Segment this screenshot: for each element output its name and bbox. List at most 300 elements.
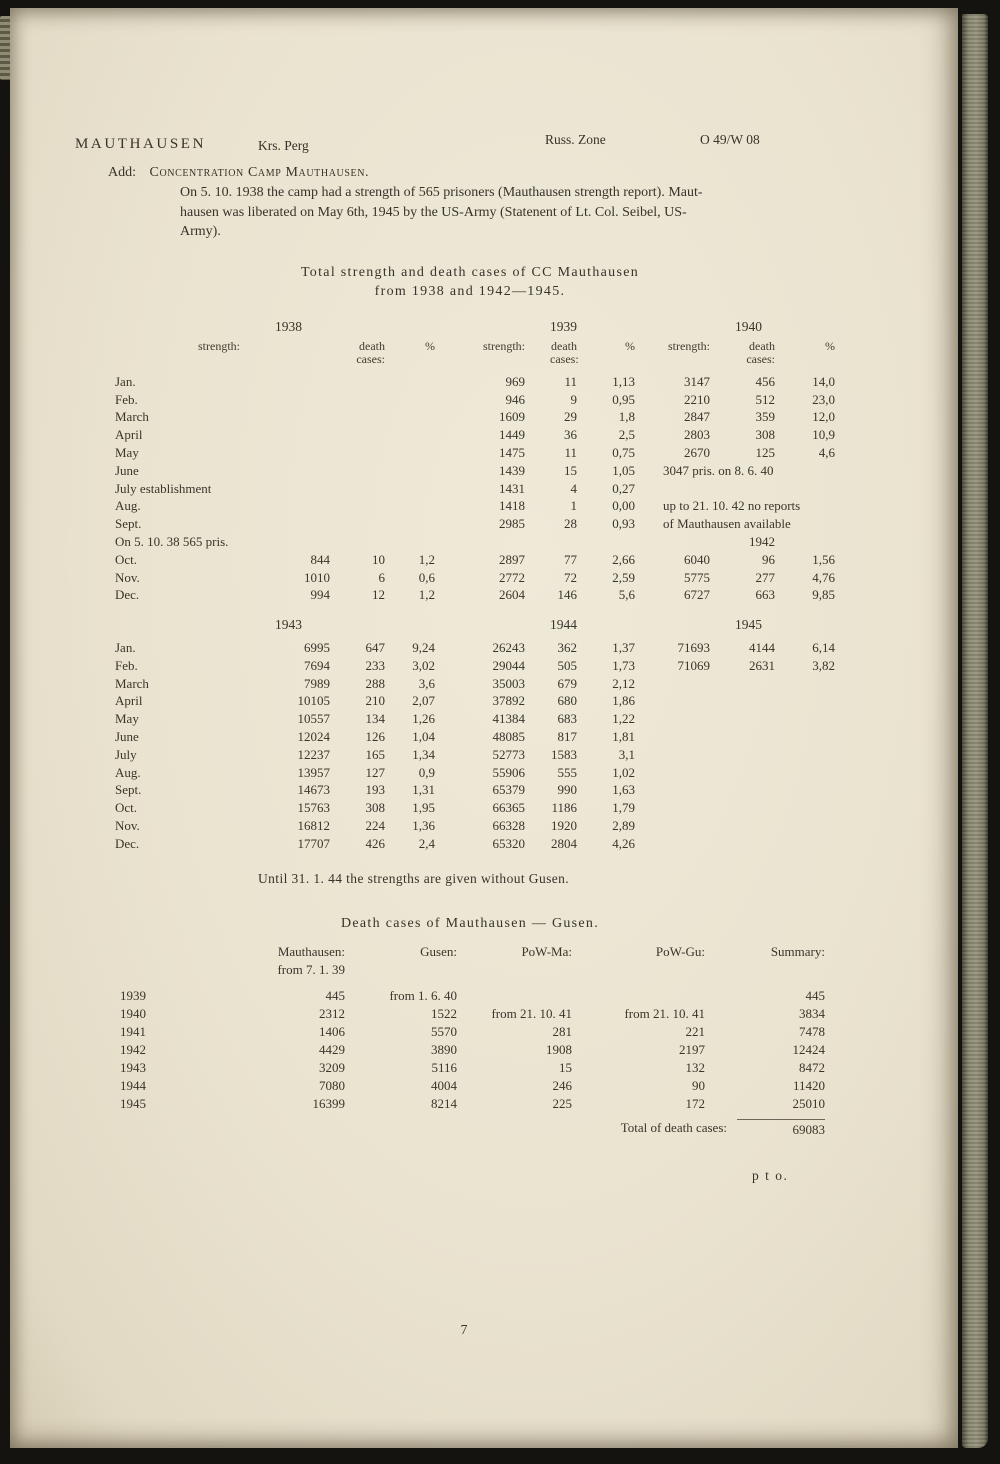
data-cell [410, 480, 460, 498]
column-header: Gusen: [420, 944, 457, 959]
row-label-month: April [115, 693, 143, 709]
data-cell: 7989 [304, 675, 330, 691]
row-label-year: 1941 [120, 1024, 146, 1039]
column-header-deaths [735, 340, 800, 366]
spacer-cell [602, 318, 660, 336]
column-header-deaths [355, 340, 410, 366]
data-cell: 4,26 [612, 835, 635, 851]
data-cell: 505 [557, 657, 577, 673]
data-cell: 1,26 [412, 711, 435, 727]
data-cell: 2,89 [612, 817, 635, 833]
data-cell [410, 391, 460, 409]
data-cell [800, 764, 860, 782]
data-cell: 680 [557, 693, 577, 709]
column-header-percent: % [625, 338, 635, 353]
data-cell: 1,34 [412, 746, 435, 762]
data-cell: 2,5 [618, 427, 635, 443]
row-label-year: 1944 [120, 1078, 146, 1093]
data-cell: 127 [365, 764, 385, 780]
data-cell: 5,6 [618, 587, 635, 603]
data-cell: 2804 [551, 835, 577, 851]
data-cell: 25010 [792, 1096, 825, 1111]
data-cell [735, 799, 800, 817]
map-reference-code: O 49/W 08 [700, 132, 760, 147]
data-cell: 7694 [304, 657, 330, 673]
data-cell: 4,76 [812, 569, 835, 585]
column-header-deaths-line2: cases: [550, 351, 579, 366]
page-number: 7 [460, 1322, 468, 1337]
row-label-month: Feb. [115, 657, 138, 673]
data-cell [660, 692, 735, 710]
data-cell [800, 533, 860, 551]
data-cell: 10105 [297, 693, 330, 709]
spacer-cell [457, 961, 572, 979]
data-cell: 456 [755, 373, 775, 389]
row-label-month: Dec. [115, 835, 140, 851]
data-cell: 1920 [551, 817, 577, 833]
please-turn-over: p t o. [752, 1168, 789, 1183]
data-cell: 9,85 [812, 587, 835, 603]
row-label-month: Jan. [115, 373, 136, 389]
data-cell [572, 987, 705, 1005]
data-cell: 2,12 [612, 675, 635, 691]
data-cell: 224 [365, 817, 385, 833]
data-cell: 6040 [684, 551, 710, 567]
data-cell [275, 391, 355, 409]
data-cell [800, 781, 860, 799]
data-cell: 17707 [297, 835, 330, 851]
data-cell: 1,81 [612, 728, 635, 744]
data-cell: 0,00 [612, 498, 635, 514]
data-cell: 359 [755, 409, 775, 425]
data-cell: 1,2 [418, 551, 435, 567]
data-cell: 4004 [431, 1078, 457, 1093]
data-cell: 1,86 [612, 693, 635, 709]
data-cell: 2312 [319, 1006, 345, 1021]
data-cell: 0,93 [612, 516, 635, 532]
column-header: PoW-Gu: [655, 944, 705, 959]
year-label: 1945 [735, 617, 762, 633]
data-cell: 1,79 [612, 800, 635, 816]
spacer-cell [105, 318, 275, 336]
data-cell: 308 [755, 427, 775, 443]
spacer-cell [660, 616, 735, 634]
data-cell: 288 [365, 675, 385, 691]
data-cell [355, 444, 410, 462]
spacer-cell [355, 318, 410, 336]
data-cell [660, 675, 735, 693]
data-cell: 125 [755, 444, 775, 460]
data-cell [800, 728, 860, 746]
document-page [10, 8, 958, 1448]
data-cell [550, 533, 602, 551]
data-cell: 193 [365, 782, 385, 798]
data-cell: 10557 [297, 711, 330, 727]
data-cell [275, 497, 355, 515]
data-cell [410, 533, 460, 551]
strength-table [105, 318, 860, 853]
data-cell: 1522 [431, 1006, 457, 1021]
data-cell: 132 [685, 1060, 705, 1075]
data-cell [660, 799, 735, 817]
data-cell: 1,31 [412, 782, 435, 798]
data-cell: 96 [762, 551, 775, 567]
data-cell: 6995 [304, 639, 330, 655]
data-cell [410, 426, 460, 444]
row-label-year: 1945 [120, 1096, 146, 1111]
data-cell: 12237 [297, 746, 330, 762]
data-cell: 1,2 [418, 587, 435, 603]
data-cell: 66328 [492, 817, 525, 833]
data-cell [275, 408, 355, 426]
data-cell: 2604 [499, 587, 525, 603]
data-cell [355, 497, 410, 515]
data-cell [355, 391, 410, 409]
data-cell: 37892 [492, 693, 525, 709]
data-cell: 663 [755, 587, 775, 603]
data-cell: 2670 [684, 444, 710, 460]
data-cell: 1439 [499, 462, 525, 478]
spacer-cell [800, 318, 860, 336]
data-cell: 1908 [546, 1042, 572, 1057]
data-cell [275, 373, 355, 391]
data-cell [410, 373, 460, 391]
data-cell: 48085 [492, 728, 525, 744]
row-label-month: June [115, 728, 139, 744]
row-label-month: Nov. [115, 569, 140, 585]
data-note: up to 21. 10. 42 no reports [663, 498, 801, 514]
data-cell: 1 [570, 498, 577, 514]
gusen-table [112, 943, 825, 1139]
data-cell: 15 [559, 1060, 572, 1075]
column-header: PoW-Ma: [521, 944, 572, 959]
data-cell [800, 675, 860, 693]
data-cell: 71693 [677, 639, 710, 655]
data-cell: 146 [557, 587, 577, 603]
data-cell [355, 480, 410, 498]
data-cell [735, 746, 800, 764]
data-cell: 126 [365, 728, 385, 744]
data-cell: 1,36 [412, 817, 435, 833]
data-cell: 0,9 [418, 764, 435, 780]
data-cell: 3,1 [618, 746, 635, 762]
data-cell: 1,13 [612, 373, 635, 389]
spacer-cell [460, 616, 550, 634]
column-header-deaths [550, 340, 602, 366]
data-cell [410, 515, 460, 533]
data-cell [275, 444, 355, 462]
data-cell: 647 [365, 639, 385, 655]
data-cell: 0,95 [612, 391, 635, 407]
column-subheader: from 7. 1. 39 [277, 962, 345, 977]
spacer-cell [112, 961, 242, 979]
data-cell: 26243 [492, 639, 525, 655]
data-cell [355, 426, 410, 444]
paragraph-line: hausen was liberated on May 6th, 1945 by the US-Army (Statenent of Lt. Col. Seibel, US- [180, 204, 687, 220]
data-cell: 233 [365, 657, 385, 673]
total-label: Total of death cases: [620, 1120, 727, 1135]
data-cell: 210 [365, 693, 385, 709]
column-header-deaths-line1: death [551, 338, 577, 353]
data-cell: 3890 [431, 1042, 457, 1057]
row-label-year: 1942 [120, 1042, 146, 1057]
spacer-cell [410, 318, 460, 336]
row-spacer [112, 979, 825, 987]
data-cell: 10 [372, 551, 385, 567]
data-cell: 6 [378, 569, 385, 585]
data-cell [275, 533, 355, 551]
data-cell [800, 710, 860, 728]
data-cell: 5775 [684, 569, 710, 585]
data-cell: 11420 [792, 1078, 825, 1093]
data-cell [457, 987, 572, 1005]
row-label-month: May [115, 444, 139, 460]
row-label-month: Dec. [115, 587, 140, 603]
spacer-cell [275, 340, 355, 366]
row-label-month: On 5. 10. 38 565 pris. [115, 533, 229, 549]
data-cell [800, 799, 860, 817]
strength-table-title [75, 263, 865, 301]
spacer-cell [460, 318, 550, 336]
data-cell [410, 462, 460, 480]
data-cell: 1475 [499, 444, 525, 460]
data-cell [800, 746, 860, 764]
data-cell: 969 [505, 373, 525, 389]
data-cell: 66365 [492, 800, 525, 816]
row-label-month: May [115, 711, 139, 727]
data-cell [660, 728, 735, 746]
spacer-cell [105, 616, 275, 634]
data-cell: 445 [325, 988, 345, 1003]
data-cell [660, 835, 735, 853]
row-label-month: Nov. [115, 817, 140, 833]
data-cell: 1942 [749, 533, 775, 549]
data-cell [800, 480, 860, 498]
data-cell: 65379 [492, 782, 525, 798]
spacer-cell [112, 943, 242, 961]
row-label-month: Oct. [115, 800, 138, 816]
data-cell [660, 764, 735, 782]
data-cell: 3,02 [412, 657, 435, 673]
data-cell: 16399 [312, 1096, 345, 1111]
row-label-month: March [115, 409, 149, 425]
data-cell [660, 480, 735, 498]
data-cell: 683 [557, 711, 577, 727]
data-cell: 1431 [499, 480, 525, 496]
row-label-month: July establishment [115, 480, 212, 496]
total-value-number: 69083 [737, 1119, 825, 1139]
data-cell [735, 728, 800, 746]
data-cell: 12 [372, 587, 385, 603]
data-cell: 3147 [684, 373, 710, 389]
data-cell [800, 817, 860, 835]
data-note: 3047 pris. on 8. 6. 40 [663, 462, 774, 478]
column-header-percent: % [825, 338, 835, 353]
data-cell: 2,66 [612, 551, 635, 567]
row-spacer [105, 604, 860, 616]
data-cell: 72 [564, 569, 577, 585]
data-cell: 225 [552, 1096, 572, 1111]
data-cell [800, 692, 860, 710]
data-cell: 41384 [492, 711, 525, 727]
data-cell: 165 [365, 746, 385, 762]
data-cell [660, 710, 735, 728]
data-cell [275, 462, 355, 480]
data-cell: 2,4 [418, 835, 435, 851]
year-label: 1944 [550, 617, 577, 633]
data-cell: 1609 [499, 409, 525, 425]
data-cell: 9,24 [412, 639, 435, 655]
data-cell: 0,75 [612, 444, 635, 460]
data-cell: 4,6 [818, 444, 835, 460]
data-cell: 4 [570, 480, 577, 496]
data-cell [800, 835, 860, 853]
data-cell: 28 [564, 516, 577, 532]
row-label-month: June [115, 462, 139, 478]
data-cell: 2197 [679, 1042, 705, 1057]
row-label-month: Jan. [115, 639, 136, 655]
data-cell: 1,05 [612, 462, 635, 478]
row-label-month: March [115, 675, 149, 691]
data-note: of Mauthausen available [663, 516, 791, 532]
data-cell [355, 533, 410, 551]
data-cell: 1,56 [812, 551, 835, 567]
data-cell [410, 408, 460, 426]
data-cell [275, 480, 355, 498]
data-cell: 55906 [492, 764, 525, 780]
data-cell: 281 [552, 1024, 572, 1039]
data-cell [735, 710, 800, 728]
add-line [108, 165, 703, 181]
data-cell: 1,22 [612, 711, 635, 727]
intro-paragraph [180, 183, 703, 242]
column-header-deaths-line1: death [749, 338, 775, 353]
data-cell: from 1. 6. 40 [389, 988, 457, 1003]
spacer-cell [602, 616, 660, 634]
data-cell: 65320 [492, 835, 525, 851]
column-header: Mauthausen: [277, 944, 345, 959]
data-cell: 1,04 [412, 728, 435, 744]
data-cell [735, 764, 800, 782]
data-cell: 71069 [677, 657, 710, 673]
camp-name-heading: MAUTHAUSEN [75, 136, 206, 152]
data-cell: 2,07 [412, 693, 435, 709]
add-label: Add: [108, 165, 136, 180]
data-cell [410, 497, 460, 515]
spacer-cell [800, 616, 860, 634]
data-cell: 2,59 [612, 569, 635, 585]
spacer-cell [705, 961, 825, 979]
data-cell: 8214 [431, 1096, 457, 1111]
data-cell: 11 [564, 444, 577, 460]
data-cell: 4429 [319, 1042, 345, 1057]
column-header-deaths-line2: cases: [356, 351, 385, 366]
column-header-strength: strength: [668, 338, 710, 353]
data-cell: 3,82 [812, 657, 835, 673]
data-cell: 1186 [551, 800, 577, 816]
row-label-month: April [115, 427, 143, 443]
data-cell [735, 835, 800, 853]
data-cell: 1,95 [412, 800, 435, 816]
data-cell: 362 [557, 639, 577, 655]
data-cell: 10,9 [812, 427, 835, 443]
data-cell: 15 [564, 462, 577, 478]
data-cell [735, 480, 800, 498]
row-label-month: July [115, 746, 137, 762]
data-cell: 994 [310, 587, 330, 603]
data-cell: 36 [564, 427, 577, 443]
data-cell: 2210 [684, 391, 710, 407]
row-label-month: Feb. [115, 391, 138, 407]
paragraph-line: On 5. 10. 1938 the camp had a strength of 565 prisoners (Mauthausen strength report). Maut- [180, 185, 703, 200]
data-cell: 221 [685, 1024, 705, 1039]
data-cell: 1583 [551, 746, 577, 762]
data-cell: from 21. 10. 41 [491, 1006, 572, 1021]
spacer-cell [660, 318, 735, 336]
spacer-cell [572, 961, 705, 979]
data-cell: 1418 [499, 498, 525, 514]
data-cell [275, 515, 355, 533]
data-cell: 5116 [431, 1060, 457, 1075]
data-cell [355, 515, 410, 533]
data-cell [355, 373, 410, 391]
year-label: 1940 [735, 319, 762, 334]
paragraph-line: Army). [180, 224, 221, 239]
row-label-year: 1940 [120, 1006, 146, 1021]
data-cell: 16812 [297, 817, 330, 833]
row-label-year: 1943 [120, 1060, 146, 1075]
data-cell: 2985 [499, 516, 525, 532]
data-cell: 13957 [297, 764, 330, 780]
spacer-cell [355, 616, 410, 634]
data-cell: 5570 [431, 1024, 457, 1039]
row-label-month: Aug. [115, 764, 141, 780]
data-cell: 2631 [749, 657, 775, 673]
data-cell: 3834 [799, 1006, 825, 1021]
row-label-month: Aug. [115, 498, 141, 514]
intro-block [108, 165, 703, 242]
data-cell: 2803 [684, 427, 710, 443]
data-cell [735, 692, 800, 710]
data-cell: 29 [564, 409, 577, 425]
strength-table-title-line2: from 1938 and 1942—1945. [374, 284, 566, 299]
data-cell [660, 817, 735, 835]
year-label: 1938 [275, 319, 302, 334]
column-header-strength: strength: [198, 338, 240, 353]
column-header: Summary: [770, 944, 825, 959]
total-value [705, 1119, 825, 1139]
data-cell: 817 [557, 728, 577, 744]
data-cell: 246 [552, 1078, 572, 1093]
row-label-month: Sept. [115, 516, 142, 532]
data-cell: 6,14 [812, 639, 835, 655]
data-cell: 0,27 [612, 480, 635, 496]
row-label-month: Sept. [115, 782, 142, 798]
data-cell: 555 [557, 764, 577, 780]
spacer-cell [345, 961, 457, 979]
data-cell: 946 [505, 391, 525, 407]
data-cell [355, 462, 410, 480]
data-cell [660, 781, 735, 799]
data-cell: 277 [755, 569, 775, 585]
book-page-stack-edge [962, 14, 988, 1448]
data-cell: 1,37 [612, 639, 635, 655]
data-cell [735, 675, 800, 693]
row-spacer [105, 366, 860, 373]
data-cell: 12,0 [812, 409, 835, 425]
data-cell: 14673 [297, 782, 330, 798]
data-cell: 134 [365, 711, 385, 727]
